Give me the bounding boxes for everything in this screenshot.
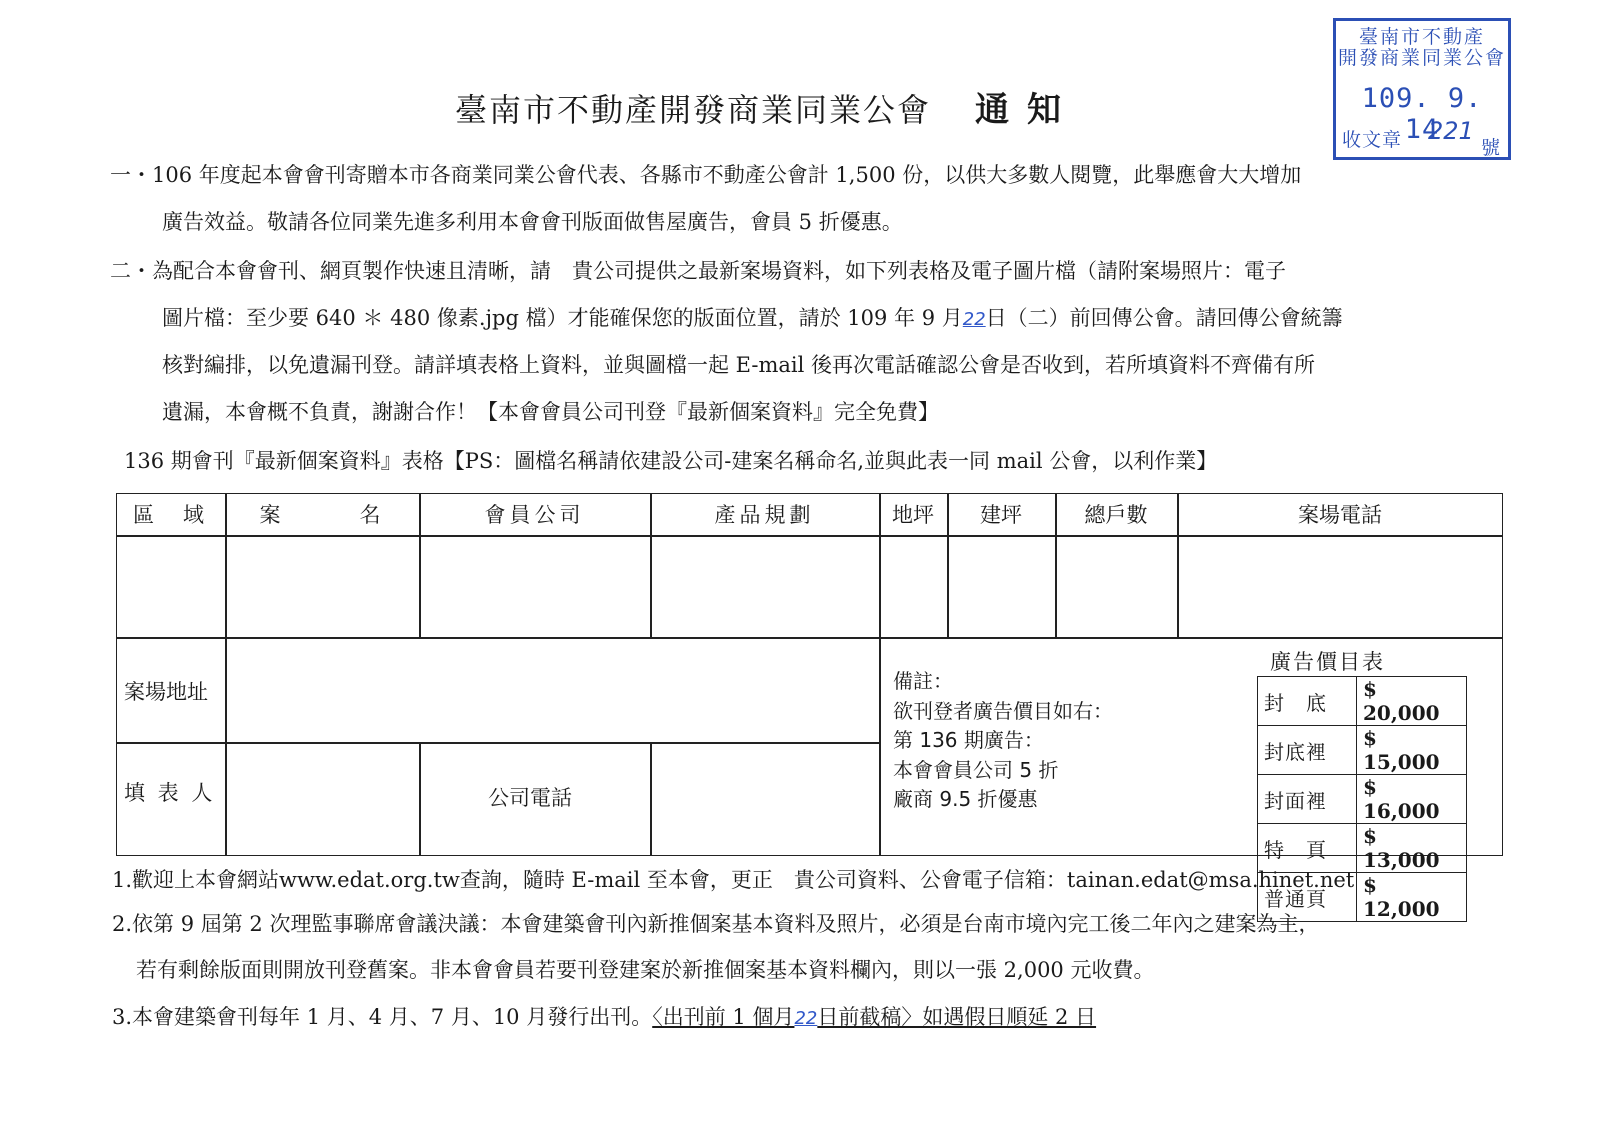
header-member-company: 會員公司 [484,503,585,527]
paragraph-2-line-1: 二・為配合本會會刊、網頁製作快速且清晰，請 貴公司提供之最新案場資料，如下列表格及電子圖片檔（請附案場照片：電子 [110,259,1286,283]
remarks-line: 第 136 期廣告： [893,728,1044,752]
label-company-phone: 公司電話 [488,786,572,810]
handwritten-deadline-day: 22 [794,1008,818,1029]
note-3-text: 3.本會建築會刊每年 1 月、4 月、7 月、10 月發行出刊。 [112,1005,653,1029]
header-region: 區 域 [133,503,208,527]
price-row [1258,775,1467,824]
note-2-line-1: 2.依第 9 屆第 2 次理監事聯席會議決議：本會建築會刊內新推個案基本資料及照片，必須是台南市境內完工後二年內之建案為主， [112,912,1320,936]
stamp-date: 109. 9. 14 [1361,83,1483,145]
paragraph-1-line-1: 一・106 年度起本會會刊寄贈本市各商業同業公會代表、各縣市不動產公會計 1,500 份，以供大多數人閱覽，此舉應會大大增加 [110,163,1302,187]
price-item-name: 封底裡 [1258,726,1357,775]
header-product-plan: 產品規劃 [714,503,815,527]
price-item-name: 普通頁 [1258,873,1357,922]
paragraph-1-line-2: 廣告效益。敬請各位同業先進多利用本會會刊版面做售屋廣告，會員 5 折優惠。 [162,210,903,234]
paragraph-2-line-3: 核對編排，以免遺漏刊登。請詳填表格上資料，並與圖檔一起 E-mail 後再次電話確認公會是否收到，若所填資料不齊備有所 [162,353,1316,377]
label-filler: 填 表 人 [124,781,216,805]
note-1: 1.歡迎上本會網站www.edat.org.tw查詢，隨時 E-mail 至本會，更正 貴公司資料、公會電子信箱：tainan.edat@msa.hinet.net [112,868,1355,892]
price-item-price: $ 12,000 [1357,873,1467,922]
note-3 [112,1001,1096,1031]
table-rule [116,742,879,744]
label-site-address: 案場地址 [124,680,208,704]
paragraph-2-line-2-b: 日（二）前回傳公會。請回傳公會統籌 [985,306,1343,330]
price-item-price: $ 20,000 [1357,677,1467,726]
table-caption: 136 期會刊『最新個案資料』表格【PS：圖檔名稱請依建設公司-建案名稱命名,並與此表一同 mail 公會，以利作業】 [124,449,1218,473]
remarks-line: 本會會員公司 5 折 [893,757,1059,782]
note-3-deadline-a: 〈出刊前 1 個月 [652,1005,795,1029]
table-rule [116,535,1503,537]
header-project-name: 案 名 [259,503,385,527]
header-site-phone: 案場電話 [1298,503,1382,527]
stamp-receipt-suffix: 號 [1480,137,1500,159]
paragraph-2-line-4: 遺漏，本會概不負責，謝謝合作！【本會會員公司刊登『最新個案資料』完全免費】 [162,400,939,424]
price-item-price: $ 13,000 [1357,824,1467,873]
paragraph-2-line-2-a: 圖片檔：至少要 640 ＊ 480 像素.jpg 檔）才能確保您的版面位置，請於 109 年 9 月 [162,306,963,330]
handwritten-day: 22 [962,309,986,330]
table-rule [419,742,421,856]
table-rule [116,637,1503,639]
header-land-area: 地坪 [892,503,934,527]
price-item-price: $ 15,000 [1357,726,1467,775]
note-3-deadline-b: 日前截稿〉如遇假日順延 2 日 [817,1005,1097,1029]
price-list-title: 廣告價目表 [1270,650,1385,674]
header-building-area: 建坪 [980,503,1022,527]
price-row [1258,677,1467,726]
paragraph-2-line-2 [162,295,1343,343]
stamp-receipt-number: 221 [1428,117,1474,145]
remarks-line: 備註： [893,669,953,693]
title-kind: 通知 [975,90,1080,130]
page-title [455,82,1079,131]
price-row [1258,726,1467,775]
price-item-price: $ 16,000 [1357,775,1467,824]
price-item-name: 特 頁 [1258,824,1357,873]
stamp-receipt-prefix: 收文章 [1342,129,1403,151]
table-rule [650,742,652,856]
received-stamp [1333,18,1511,160]
price-item-name: 封面裡 [1258,775,1357,824]
title-org: 臺南市不動產開發商業同業公會 [455,91,932,129]
remarks-line: 廠商 9.5 折優惠 [893,787,1038,811]
remarks [893,667,1113,815]
stamp-org-line2: 開發商業同業公會 [1337,47,1506,69]
table-rule [879,493,881,856]
price-item-name: 封 底 [1258,677,1357,726]
header-total-units: 總戶數 [1084,503,1148,527]
remarks-line: 欲刊登者廣告價目如右： [893,698,1113,723]
note-2-line-2: 若有剩餘版面則開放刊登舊案。非本會會員若要刊登建案於新推個案基本資料欄內，則以一張 2,000 元收費。 [136,958,1155,982]
table-rule [225,493,227,856]
stamp-org-line1: 臺南市不動產 [1358,26,1485,48]
